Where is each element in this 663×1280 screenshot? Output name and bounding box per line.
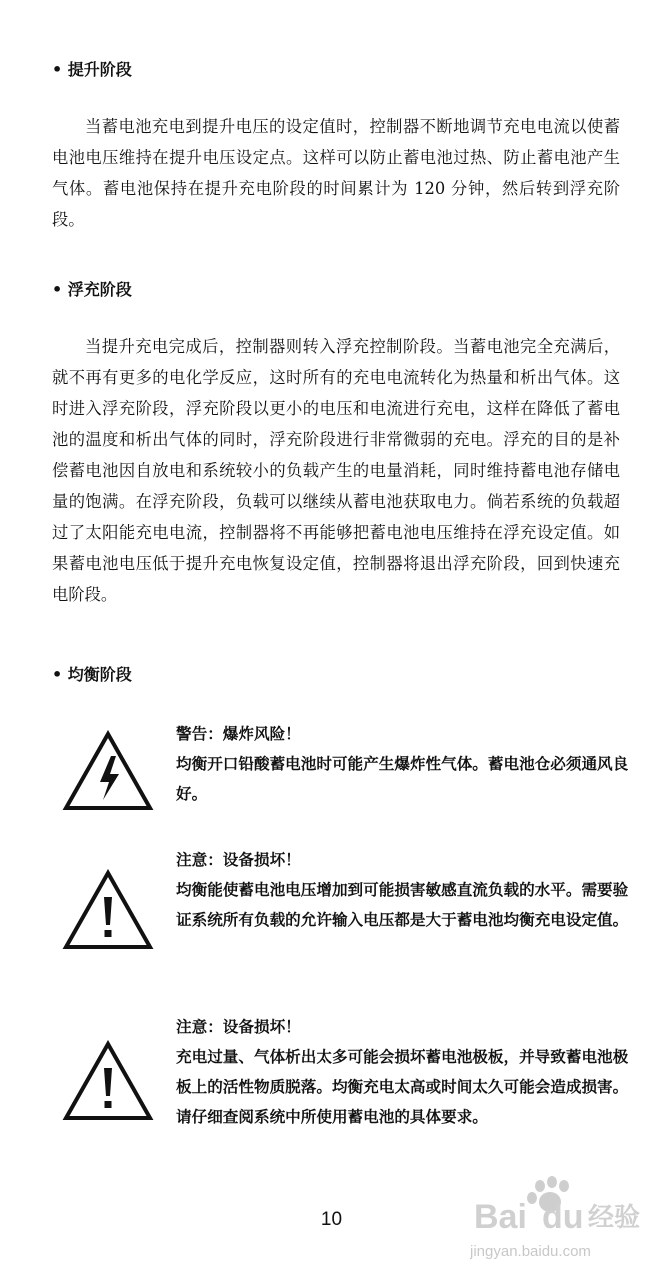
caution-overcharge	[176, 1012, 636, 1132]
high-voltage-warning-icon	[62, 730, 154, 812]
section-heading-float: • 浮充阶段	[52, 280, 132, 299]
svg-text:经验: 经验	[588, 1203, 641, 1233]
caution-body: 均衡能使蓄电池电压增加到可能损害敏感直流负载的水平。需要验证系统所有负载的允许输入电压都是大于蓄电池均衡充电设定值。	[176, 881, 629, 929]
caution-title: 注意：设备损坏！	[176, 851, 301, 869]
baidu-jingyan-watermark-logo	[470, 1176, 660, 1266]
caution-title: 注意：设备损坏！	[176, 1018, 301, 1036]
caution-exclamation-icon	[62, 869, 154, 951]
paragraph-boost: 当蓄电池充电到提升电压的设定值时，控制器不断地调节充电电流以使蓄电池电压维持在提升电压设定点。这样可以防止蓄电池过热、防止蓄电池产生气体。蓄电池保持在提升充电阶段的时间累计为 120 分钟，然后转到浮充阶段。	[52, 117, 620, 229]
caution-equalize-voltage	[176, 845, 636, 935]
warning-explosion	[176, 719, 636, 809]
svg-text:jingyan.baidu.com: jingyan.baidu.com	[470, 1243, 591, 1260]
section-heading-boost: • 提升阶段	[52, 60, 132, 79]
warning-body: 均衡开口铅酸蓄电池时可能产生爆炸性气体。蓄电池仓必须通风良好。	[176, 755, 629, 803]
paragraph-float: 当提升充电完成后，控制器则转入浮充控制阶段。当蓄电池完全充满后，就不再有更多的电化学反应，这时所有的充电电流转化为热量和析出气体。这时进入浮充阶段，浮充阶段以更小的电压和电流进行充电，这样在降低了蓄电池的温度和析出气体的同时，浮充阶段进行非常微弱的充电。浮充的目的是补偿蓄电池因自放电和系统较小的负载产生的电量消耗，同时维持蓄电池存储电量的饱满。在浮充阶段，负载可以继续从蓄电池获取电力。倘若系统的负载超过了太阳能充电电流，控制器将不再能够把蓄电池电压维持在浮充设定值。如果蓄电池电压低于提升充电恢复设定值，控制器将退出浮充阶段，回到快速充电阶段。	[52, 337, 620, 604]
page-number: 10	[320, 1209, 343, 1230]
svg-text:Bai: Bai	[474, 1198, 527, 1236]
warning-title: 警告：爆炸风险！	[176, 725, 301, 743]
caution-body: 充电过量、气体析出太多可能会损坏蓄电池极板，并导致蓄电池极板上的活性物质脱落。均衡充电太高或时间太久可能会造成损害。请仔细查阅系统中所使用蓄电池的具体要求。	[176, 1048, 629, 1126]
svg-text:du: du	[542, 1198, 584, 1236]
section-heading-equalize: • 均衡阶段	[52, 665, 132, 684]
caution-exclamation-icon	[62, 1040, 154, 1122]
